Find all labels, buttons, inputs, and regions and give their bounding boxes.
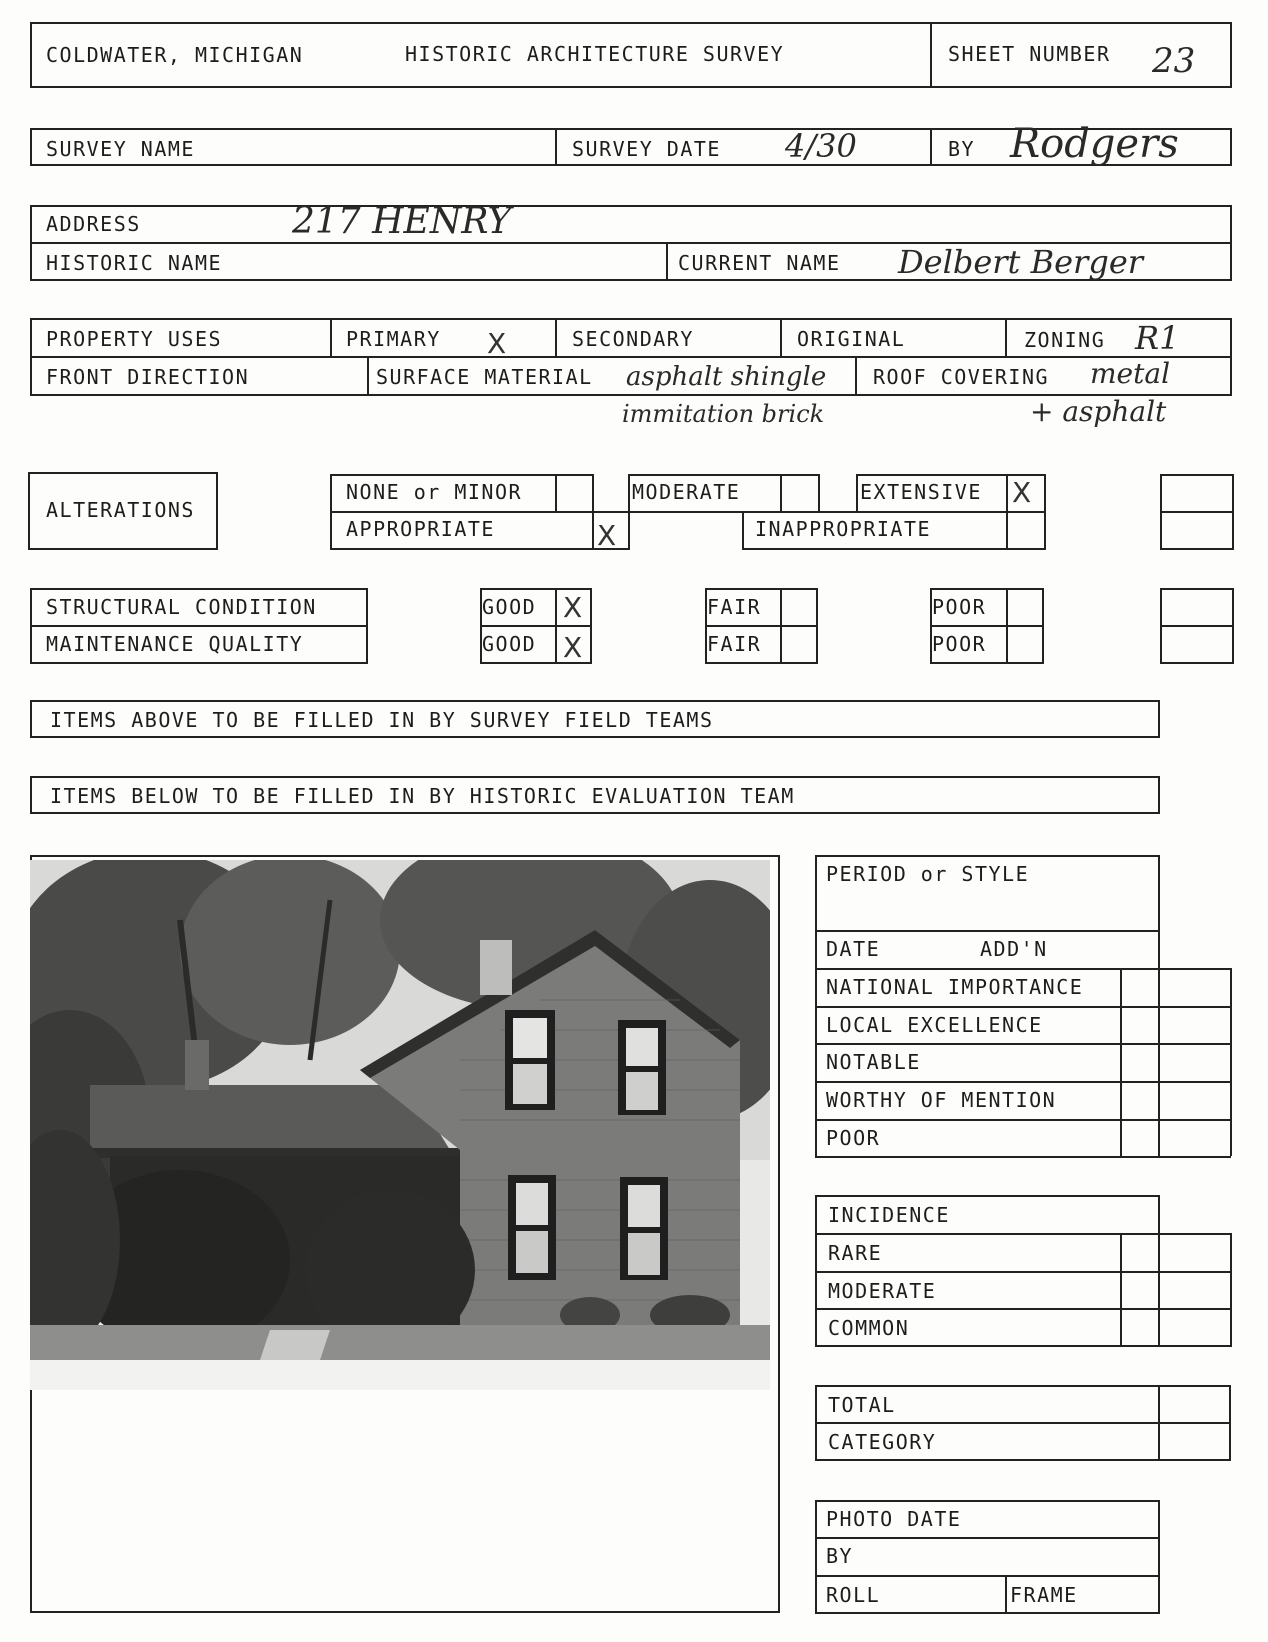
house-photo bbox=[30, 860, 770, 1390]
alt-top-line-1 bbox=[330, 474, 592, 476]
roll-label: ROLL bbox=[826, 1583, 881, 1607]
good-check-divider bbox=[555, 588, 557, 664]
poor-divider bbox=[930, 625, 1044, 627]
maintenance-good-label: GOOD bbox=[482, 632, 537, 656]
prop-div-2 bbox=[555, 318, 557, 356]
survey-date-label: SURVEY DATE bbox=[572, 137, 721, 161]
good-divider bbox=[480, 625, 592, 627]
maintenance-fair-label: FAIR bbox=[707, 632, 762, 656]
photo-line-1 bbox=[815, 1537, 1160, 1539]
eval-line-3 bbox=[815, 1006, 1231, 1008]
condition-score-divider bbox=[1160, 625, 1234, 627]
alterations-label: ALTERATIONS bbox=[46, 498, 195, 522]
sheet-number-value[interactable]: 23 bbox=[1152, 41, 1196, 81]
inc-right-col bbox=[1230, 1233, 1232, 1347]
inc-line-3 bbox=[815, 1308, 1231, 1310]
structural-good-label: GOOD bbox=[482, 595, 537, 619]
eval-row-local: LOCAL EXCELLENCE bbox=[826, 1013, 1043, 1037]
inc-line-4 bbox=[1160, 1345, 1231, 1347]
roof-covering-value-1[interactable]: metal bbox=[1090, 357, 1171, 390]
eval-line-2 bbox=[815, 968, 1231, 970]
condition-label-divider bbox=[30, 625, 368, 627]
eval-check-col bbox=[1120, 968, 1122, 1156]
front-direction-label: FRONT DIRECTION bbox=[46, 365, 250, 389]
extensive-label: EXTENSIVE bbox=[860, 480, 982, 504]
eval-line-1 bbox=[815, 930, 1160, 932]
inc-line-2 bbox=[815, 1271, 1231, 1273]
inc-line-1 bbox=[815, 1233, 1231, 1235]
addn-label: ADD'N bbox=[980, 937, 1048, 961]
survey-name-label: SURVEY NAME bbox=[46, 137, 195, 161]
structural-condition-label: STRUCTURAL CONDITION bbox=[46, 595, 317, 619]
form-title: HISTORIC ARCHITECTURE SURVEY bbox=[405, 42, 785, 66]
survey-divider-1 bbox=[555, 128, 557, 166]
current-name-value[interactable]: Delbert Berger bbox=[898, 243, 1144, 281]
inc-check-col bbox=[1120, 1233, 1122, 1347]
incidence-rare: RARE bbox=[828, 1241, 883, 1265]
none-minor-label: NONE or MINOR bbox=[346, 480, 523, 504]
alterations-score-divider bbox=[1160, 511, 1234, 513]
alt-v2 bbox=[555, 474, 557, 511]
structural-fair-label: FAIR bbox=[707, 595, 762, 619]
prop-div-3 bbox=[780, 318, 782, 356]
survey-date-value[interactable]: 4/30 bbox=[785, 127, 857, 165]
alt-v5 bbox=[780, 474, 782, 511]
eval-line-7 bbox=[1160, 1156, 1231, 1158]
surface-material-value-1[interactable]: asphalt shingle bbox=[626, 362, 827, 392]
survey-by-label: BY bbox=[948, 137, 976, 161]
alt-v3 bbox=[592, 474, 594, 550]
alt-top-line-2 bbox=[628, 474, 818, 476]
photo-line-2 bbox=[815, 1575, 1160, 1577]
structural-poor-label: POOR bbox=[932, 595, 987, 619]
eval-row-poor: POOR bbox=[826, 1126, 881, 1150]
zoning-label: ZONING bbox=[1024, 328, 1106, 352]
primary-mark[interactable]: X bbox=[487, 327, 507, 360]
prop-div-6 bbox=[855, 356, 857, 396]
alt-v10 bbox=[1044, 474, 1046, 550]
alt-mid-line bbox=[330, 511, 1044, 513]
incidence-label: INCIDENCE bbox=[828, 1203, 950, 1227]
primary-label: PRIMARY bbox=[346, 327, 441, 351]
photo-date-label: PHOTO DATE bbox=[826, 1507, 962, 1531]
property-uses-label: PROPERTY USES bbox=[46, 327, 223, 351]
prop-div-1 bbox=[330, 318, 332, 356]
city-title: COLDWATER, MICHIGAN bbox=[46, 43, 304, 67]
photo-frame-col bbox=[1005, 1575, 1007, 1614]
eval-row-notable: NOTABLE bbox=[826, 1050, 921, 1074]
date-label: DATE bbox=[826, 937, 881, 961]
alt-v4 bbox=[628, 474, 630, 550]
structural-good-mark[interactable]: X bbox=[563, 591, 583, 624]
category-label: CATEGORY bbox=[828, 1430, 937, 1454]
photo-by-label: BY bbox=[826, 1544, 854, 1568]
prop-div-5 bbox=[367, 356, 369, 396]
total-label: TOTAL bbox=[828, 1393, 896, 1417]
fair-check-divider bbox=[780, 588, 782, 664]
alt-v7 bbox=[742, 511, 744, 550]
surface-material-label: SURFACE MATERIAL bbox=[376, 365, 593, 389]
alt-v9 bbox=[1006, 474, 1008, 550]
header-divider bbox=[930, 22, 932, 88]
alt-v8 bbox=[856, 474, 858, 511]
period-style-label: PERIOD or STYLE bbox=[826, 862, 1030, 886]
maintenance-poor-label: POOR bbox=[932, 632, 987, 656]
eval-row-worthy: WORTHY OF MENTION bbox=[826, 1088, 1057, 1112]
historic-name-label: HISTORIC NAME bbox=[46, 251, 223, 275]
appropriate-mark[interactable]: X bbox=[597, 519, 617, 552]
sheet-number-label: SHEET NUMBER bbox=[948, 42, 1111, 66]
surface-material-value-2[interactable]: immitation brick bbox=[622, 400, 825, 428]
secondary-label: SECONDARY bbox=[572, 327, 694, 351]
alt-v6 bbox=[818, 474, 820, 511]
original-label: ORIGINAL bbox=[797, 327, 906, 351]
frame-label: FRAME bbox=[1010, 1583, 1078, 1607]
total-col bbox=[1158, 1385, 1160, 1461]
maintenance-good-mark[interactable]: X bbox=[563, 631, 583, 664]
property-divider bbox=[30, 356, 1232, 358]
extensive-mark[interactable]: X bbox=[1012, 476, 1032, 509]
eval-right-col bbox=[1230, 968, 1232, 1156]
inappropriate-label: INAPPROPRIATE bbox=[755, 517, 932, 541]
eval-line-4 bbox=[815, 1043, 1231, 1045]
appropriate-label: APPROPRIATE bbox=[346, 517, 495, 541]
items-above-note: ITEMS ABOVE TO BE FILLED IN BY SURVEY FIELD TEAMS bbox=[50, 708, 714, 732]
alt-bottom-line-1 bbox=[330, 548, 628, 550]
maintenance-quality-label: MAINTENANCE QUALITY bbox=[46, 632, 304, 656]
incidence-moderate: MODERATE bbox=[828, 1279, 937, 1303]
survey-by-value[interactable]: Rodgers bbox=[1010, 121, 1179, 167]
items-below-note: ITEMS BELOW TO BE FILLED IN BY HISTORIC EVALUATION TEAM bbox=[50, 784, 795, 808]
poor-check-divider bbox=[1006, 588, 1008, 664]
eval-line-6 bbox=[815, 1119, 1231, 1121]
incidence-common: COMMON bbox=[828, 1316, 910, 1340]
address-label: ADDRESS bbox=[46, 212, 141, 236]
zoning-value[interactable]: R1 bbox=[1135, 319, 1180, 357]
current-name-label: CURRENT NAME bbox=[678, 251, 841, 275]
prop-div-4 bbox=[1005, 318, 1007, 356]
current-name-divider bbox=[666, 242, 668, 281]
eval-row-national: NATIONAL IMPORTANCE bbox=[826, 975, 1084, 999]
survey-divider-2 bbox=[930, 128, 932, 166]
alt-v1 bbox=[330, 474, 332, 550]
fair-divider bbox=[705, 625, 818, 627]
roof-covering-label: ROOF COVERING bbox=[873, 365, 1050, 389]
alt-bottom-line-2 bbox=[742, 548, 1044, 550]
address-value[interactable]: 217 HENRY bbox=[292, 201, 512, 242]
moderate-label: MODERATE bbox=[632, 480, 741, 504]
total-line bbox=[815, 1422, 1231, 1424]
eval-line-5 bbox=[815, 1081, 1231, 1083]
roof-covering-value-2[interactable]: + asphalt bbox=[1030, 395, 1167, 428]
